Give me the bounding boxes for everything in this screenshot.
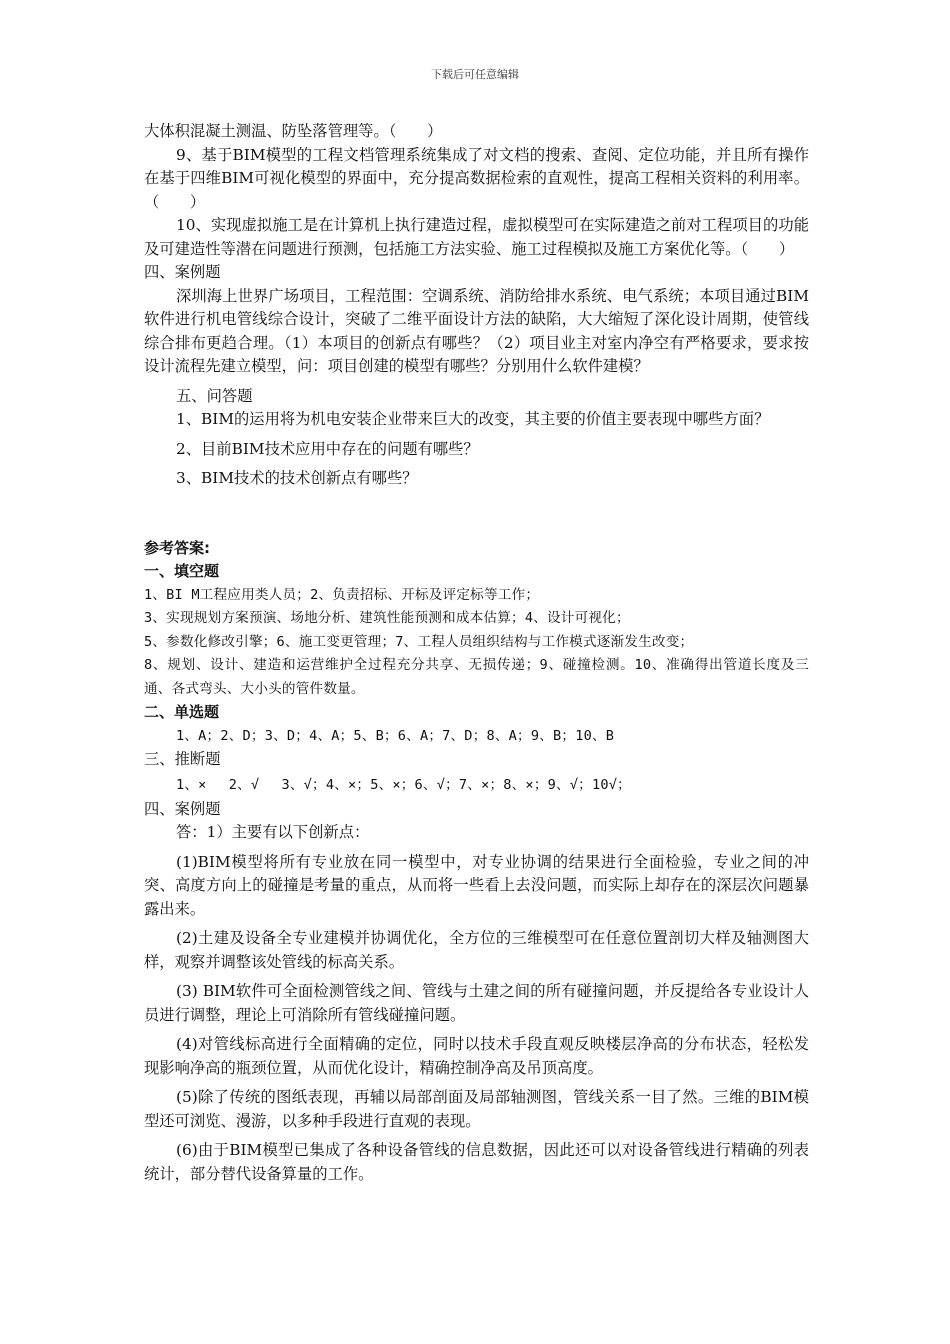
section-5-q1: 1、BIM的运用将为机电安装企业带来巨大的改变，其主要的价值主要表现中哪些方面？	[176, 410, 770, 428]
question-10: 10、实现虚拟施工是在计算机上执行建造过程，虚拟模型可在实际建造之前对工程项目的功能及可建造性等潜在问题进行预测，包括施工方法实验、施工过程模拟及施工方案优化等。（ ）	[144, 216, 809, 258]
answers-case-p4: (4)对管线标高进行全面精确的定位，同时以技术手段直观反映楼层净高的分布状态，轻松发现影响净高的瓶颈位置，从而优化设计，精确控制净高及吊顶高度。	[144, 1035, 809, 1077]
answers-fill-line1: 1、BI M工程应用类人员；2、负责招标、开标及评定标等工作；	[144, 586, 540, 603]
answers-judge-line: 1、× 2、√ 3、√；4、×；5、×；6、√；7、×；8、×；9、√；10√；	[176, 776, 631, 793]
answers-fill-line2: 3、实现规划方案预演、场地分析、建筑性能预测和成本估算；4、设计可视化；	[144, 610, 630, 626]
page-header: 下载后可任意编辑	[431, 68, 519, 81]
section-5-q3: 3、BIM技术的技术创新点有哪些？	[176, 469, 418, 487]
answers-case-p5: (5)除了传统的图纸表现，再辅以局部剖面及局部轴测图，管线关系一目了然。三维的BIM模型还可浏览、漫游，以多种手段进行直观的表现。	[144, 1088, 809, 1130]
answers-case-p2: (2)土建及设备全专业建模并协调优化，全方位的三维模型可在任意位置剖切大样及轴测图大样，观察并调整该处管线的标高关系。	[144, 929, 809, 971]
answers-judge-title: 三、推断题	[144, 750, 221, 768]
answers-fill-title: 一、填空题	[144, 562, 220, 580]
answers-case-p1: (1)BIM模型将所有专业放在同一模型中，对专业协调的结果进行全面检验，专业之间的冲突、高度方向上的碰撞是考量的重点，从而将一些看上去没问题，而实际上却存在的深层次问题暴露出来。	[144, 852, 809, 918]
answers-case-p6: (6)由于BIM模型已集成了各种设备管线的信息数据，因此还可以对设备管线进行精确的列表统计，部分替代设备算量的工作。	[144, 1141, 809, 1183]
answers-fill-line4: 8、规划、设计、建造和运营维护全过程充分共享、无损传递；9、碰撞检测。10、准确得出管道长度及三通、各式弯头、大小头的管件数量。	[144, 657, 809, 697]
q8-tail: 大体积混凝土测温、防坠落管理等。（ ）	[144, 122, 443, 140]
answers-case-p3: (3) BIM软件可全面检测管线之间、管线与土建之间的所有碰撞问题，并反提给各专业设计人员进行调整，理论上可消除所有管线碰撞问题。	[144, 982, 809, 1024]
section-4-title: 四、案例题	[144, 263, 221, 281]
question-9: 9、基于BIM模型的工程文档管理系统集成了对文档的搜索、查阅、定位功能，并且所有操作在基于四维BIM可视化模型的界面中，充分提高数据检索的直观性，提高工程相关资料的利用率。（ ）	[144, 145, 809, 211]
section-5-q2: 2、目前BIM技术应用中存在的问题有哪些？	[176, 439, 479, 458]
section-5-title: 五、问答题	[176, 386, 253, 405]
answers-case-title: 四、案例题	[144, 799, 221, 818]
answers-single-line: 1、A；2、D；3、D；4、A；5、B；6、A；7、D；8、A；9、B；10、B	[176, 727, 615, 744]
answers-fill-line3: 5、参数化修改引擎；6、施工变更管理；7、工程人员组织结构与工作模式逐渐发生改变；	[144, 633, 694, 650]
answers-case-intro: 答：1）主要有以下创新点：	[176, 823, 370, 841]
section-4-case-text: 深圳海上世界广场项目，工程范围：空调系统、消防给排水系统、电气系统；本项目通过BIM软件进行机电管线综合设计，突破了二维平面设计方法的缺陷，大大缩短了深化设计周期，使管线综合排布更趋合理。（1）本项目的创新点有哪些？（2）项目业主对室内净空有严格要求，要求按设计流程先建立模型，问：项目创建的模型有哪些？分别用什么软件建模？	[144, 286, 809, 375]
document-body	[144, 120, 809, 1186]
spacer	[144, 491, 809, 537]
answers-title: 参考答案:	[144, 538, 210, 557]
answers-single-title: 二、单选题	[144, 703, 220, 721]
